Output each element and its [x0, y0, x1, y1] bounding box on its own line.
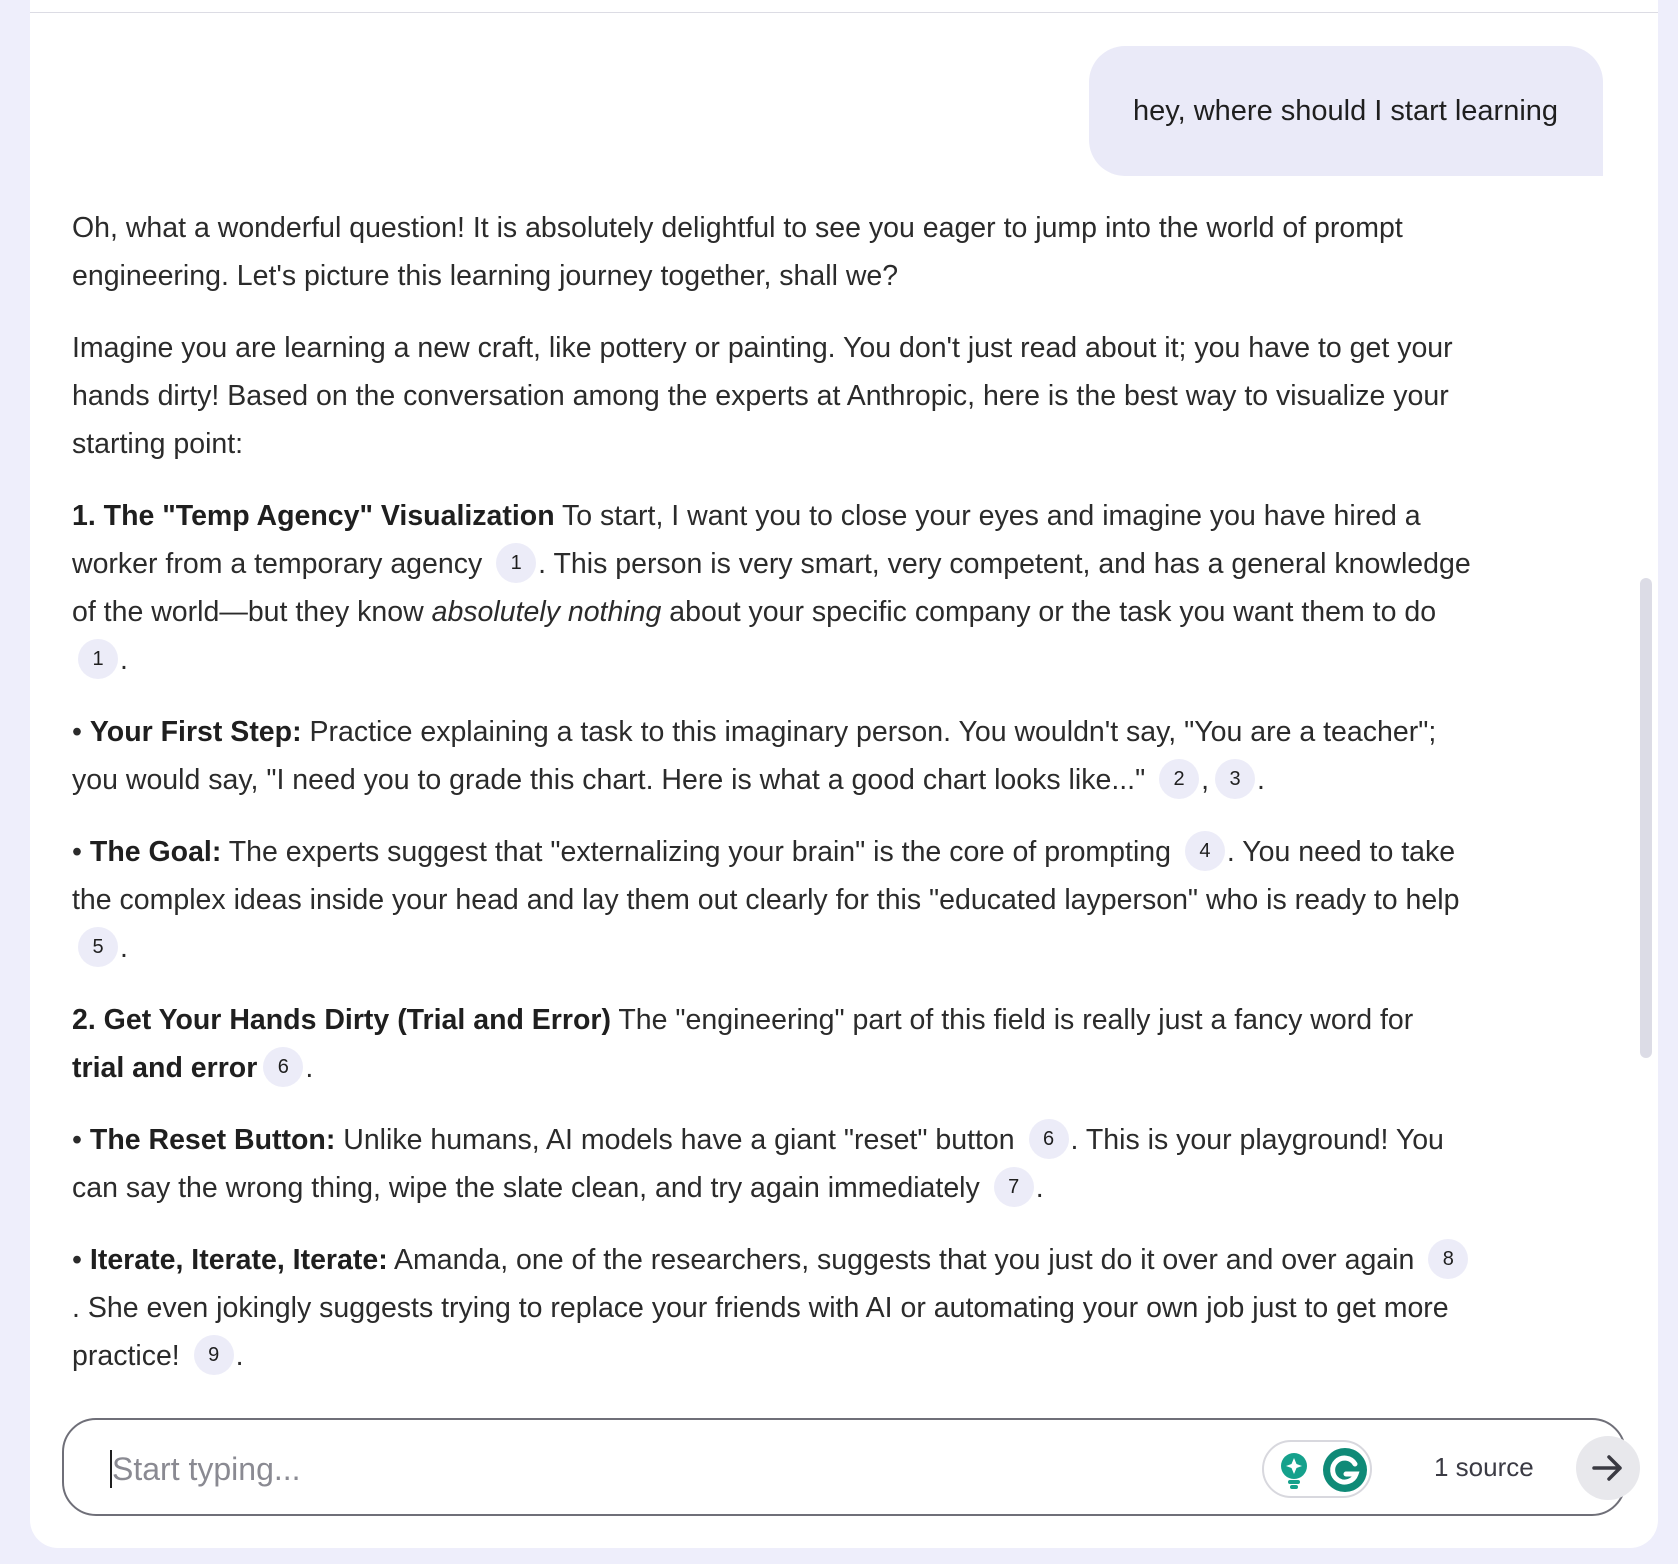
top-divider — [30, 12, 1658, 13]
citation-chip[interactable]: 7 — [994, 1167, 1034, 1207]
user-message-bubble — [1089, 46, 1603, 176]
citation-chip[interactable]: 5 — [78, 927, 118, 967]
section-trial-and-error: 2. Get Your Hands Dirty (Trial and Error) The "engineering" part of this field is really just a fancy word for trial and error 6 . — [72, 996, 1472, 1092]
citation-chip[interactable]: 9 — [194, 1335, 234, 1375]
grammarly-logo-icon[interactable] — [1322, 1447, 1368, 1493]
message-composer — [62, 1418, 1626, 1516]
citation-chip[interactable]: 1 — [78, 639, 118, 679]
scrollbar-thumb[interactable] — [1640, 578, 1652, 1058]
citation-chip[interactable]: 6 — [1029, 1119, 1069, 1159]
send-button[interactable] — [1576, 1436, 1640, 1500]
section-title: 1. The "Temp Agency" Visualization — [72, 500, 555, 532]
assistant-response — [72, 204, 1472, 1404]
citation-chip[interactable]: 1 — [496, 543, 536, 583]
citation-chip[interactable]: 2 — [1159, 759, 1199, 799]
response-paragraph-2: Imagine you are learning a new craft, like pottery or painting. You don't just read about it; you have to get your hands dirty! Based on the conversation among the experts at Anthropic, here is the best way to visualize your starting point: — [72, 332, 1453, 460]
bullet-goal: • The Goal: The experts suggest that "externalizing your brain" is the core of prompting 4 . You need to take the complex ideas inside your head and lay them out clearly for this "educated layperson" who is ready to help 5 . — [72, 828, 1472, 972]
chat-panel — [30, 0, 1658, 1548]
bullet-iterate: • Iterate, Iterate, Iterate: Amanda, one of the researchers, suggests that you just do it over and over again 8. She even jokingly suggests trying to replace your friends with AI or automating your own job just to get more practice! 9 . — [72, 1236, 1472, 1380]
user-message-text: hey, where should I start learning — [1133, 95, 1559, 127]
citation-chip[interactable]: 6 — [263, 1047, 303, 1087]
send-arrow-icon — [1590, 1450, 1626, 1486]
grammarly-widget[interactable] — [1262, 1440, 1372, 1498]
bullet-first-step: • Your First Step: Practice explaining a task to this imaginary person. You wouldn't say, "You are a teacher"; you would say, "I need you to grade this chart. Here is what a good chart looks like..." 2 , 3 . — [72, 708, 1472, 804]
source-count[interactable]: 1 source — [1434, 1452, 1534, 1482]
citation-chip[interactable]: 8 — [1428, 1239, 1468, 1279]
section-title: 2. Get Your Hands Dirty (Trial and Error) — [72, 1004, 611, 1036]
bullet-reset-button: • The Reset Button: Unlike humans, AI models have a giant "reset" button 6 . This is your playground! You can say the wrong thing, wipe the slate clean, and try again immediately 7 . — [72, 1116, 1472, 1212]
citation-chip[interactable]: 4 — [1185, 831, 1225, 871]
section-temp-agency: 1. The "Temp Agency" Visualization To start, I want you to close your eyes and imagine you have hired a worker from a temporary agency 1 . This person is very smart, very competent, and has a general knowledge of the world—but they know absolutely nothing about your specific company or the task you want them to do 1 . — [72, 492, 1472, 684]
response-intro: Oh, what a wonderful question! It is absolutely delightful to see you eager to jump into the world of prompt engineering. Let's picture this learning journey together, shall we? — [72, 212, 1403, 292]
grammarly-bulb-icon[interactable] — [1276, 1451, 1312, 1491]
chat-input[interactable] — [110, 1438, 1164, 1500]
citation-chip[interactable]: 3 — [1215, 759, 1255, 799]
